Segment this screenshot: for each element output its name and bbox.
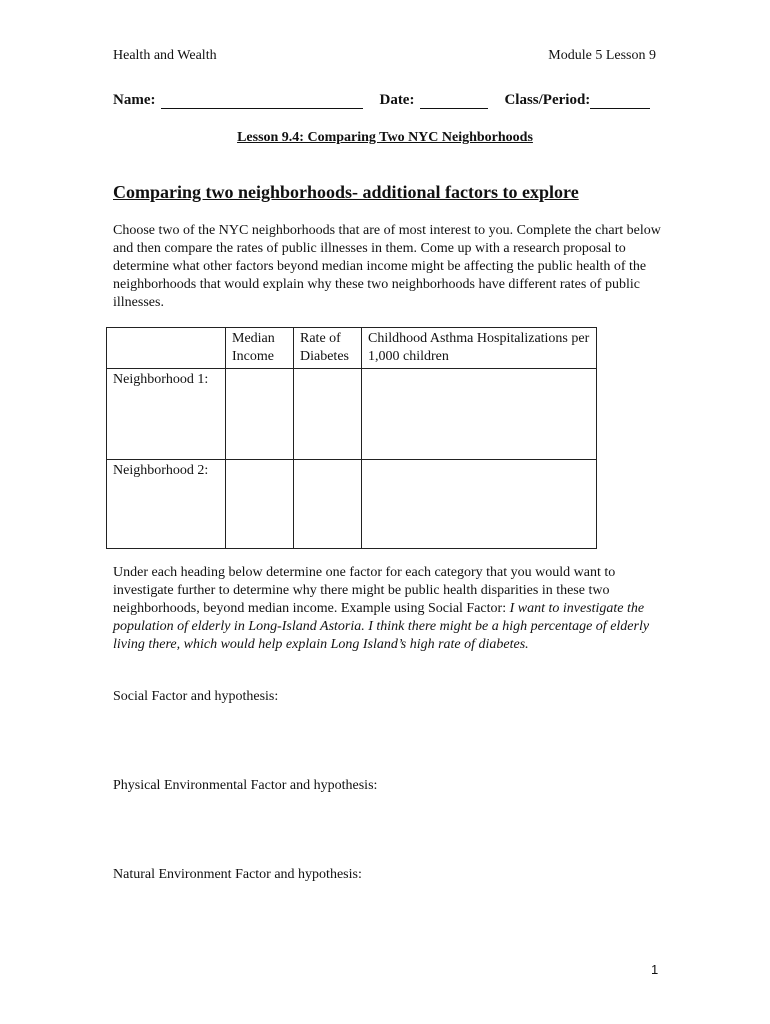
neighborhood-2-label: Neighborhood 2: bbox=[107, 460, 226, 549]
neighborhood-2-asthma-cell[interactable] bbox=[362, 460, 597, 549]
instructions-example: I want to investigate the population of elderly in Long-Island Astoria. I think there might be a high percentage of elderly living there, which would help explain Long Island’s high rate of diabetes. bbox=[113, 601, 650, 652]
class-period-label: Class/Period: bbox=[504, 92, 591, 108]
neighborhood-comparison-table bbox=[106, 327, 597, 549]
table-header-asthma: Childhood Asthma Hospitalizations per 1,000 children bbox=[362, 328, 597, 369]
lesson-title: Lesson 9.4: Comparing Two NYC Neighborhoods bbox=[237, 130, 533, 145]
natural-factor-prompt: Natural Environment Factor and hypothesis: bbox=[113, 867, 362, 882]
neighborhood-1-asthma-cell[interactable] bbox=[362, 369, 597, 460]
header-module: Module 5 Lesson 9 bbox=[548, 48, 656, 63]
instructions-paragraph bbox=[113, 564, 661, 654]
date-blank[interactable] bbox=[420, 94, 488, 109]
class-period-blank[interactable] bbox=[590, 94, 650, 109]
table-header-rate-of-diabetes: Rate of Diabetes bbox=[294, 328, 362, 369]
table-header-blank bbox=[107, 328, 226, 369]
name-blank[interactable] bbox=[161, 94, 363, 109]
intro-paragraph: Choose two of the NYC neighborhoods that are of most interest to you. Complete the chart below and then compare the rates of public illnesses in them. Come up with a research proposal to determine what other factors beyond median income might be affecting the public health of the neighborhoods that would explain why these two neighborhoods have different rates of public illnesses. bbox=[113, 223, 661, 310]
physical-factor-prompt: Physical Environmental Factor and hypothesis: bbox=[113, 778, 378, 793]
neighborhood-2-diabetes-cell[interactable] bbox=[294, 460, 362, 549]
instructions-text: Under each heading below determine one factor for each category that you would want to investigate further to determine why there might be public health disparities in these two neighborhoods, beyond median income. Example using Social Factor: bbox=[113, 565, 616, 616]
neighborhood-1-median-income-cell[interactable] bbox=[226, 369, 294, 460]
table-header-median-income: Median Income bbox=[226, 328, 294, 369]
table-header-row bbox=[107, 328, 597, 369]
name-label: Name: bbox=[113, 92, 156, 108]
section-title: Comparing two neighborhoods- additional factors to explore bbox=[113, 182, 579, 202]
page-number: 1 bbox=[651, 962, 659, 977]
neighborhood-2-median-income-cell[interactable] bbox=[226, 460, 294, 549]
neighborhood-1-diabetes-cell[interactable] bbox=[294, 369, 362, 460]
header-course: Health and Wealth bbox=[113, 48, 217, 63]
table-row bbox=[107, 460, 597, 549]
social-factor-prompt: Social Factor and hypothesis: bbox=[113, 689, 279, 704]
student-info-row bbox=[113, 92, 650, 109]
date-label: Date: bbox=[379, 92, 415, 108]
neighborhood-1-label: Neighborhood 1: bbox=[107, 369, 226, 460]
table-row bbox=[107, 369, 597, 460]
